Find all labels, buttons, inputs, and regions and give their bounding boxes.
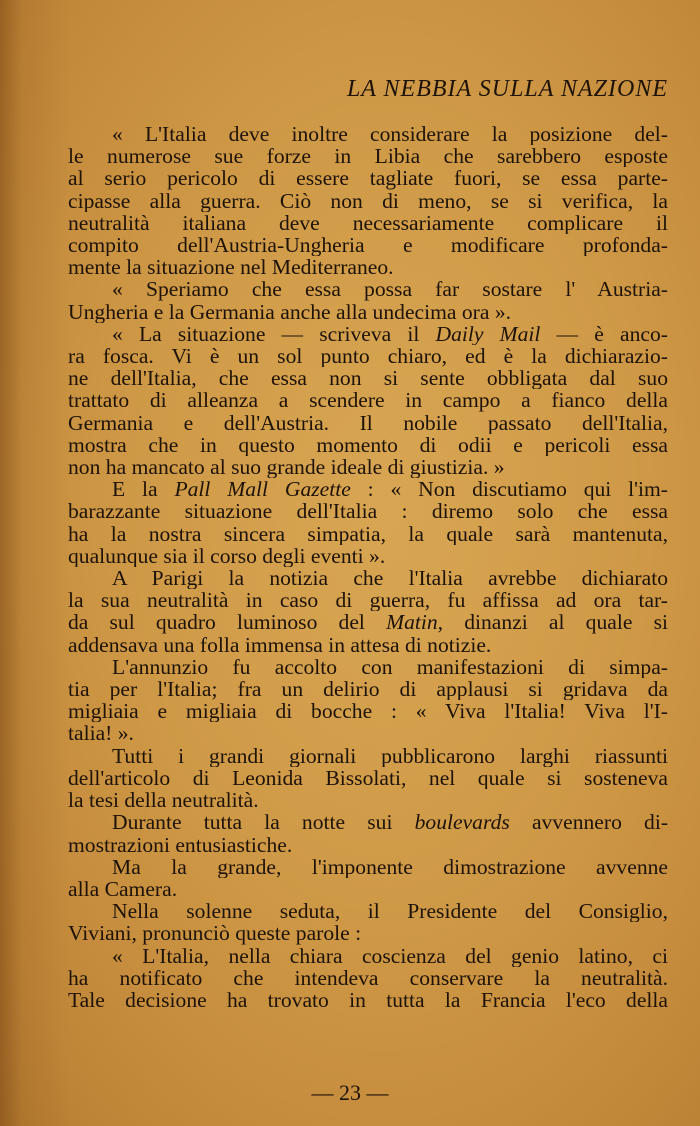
text-line: « L'Italia deve inoltre considerare la posizione del- (112, 123, 668, 146)
text-line: mostra che in questo momento di odii e pericoli essa (68, 433, 668, 457)
text-line: non ha mancato al suo grande ideale di giustizia. » (68, 456, 505, 479)
text-line: le numerose sue forze in Libia che sarebbero esposte (68, 145, 668, 168)
text-line: al serio pericolo di essere tagliate fuori, se essa parte- (68, 167, 668, 190)
text-line: A Parigi la notizia che l'Italia avrebbe dichiarato (112, 567, 668, 590)
text-line: Ma la grande, l'imponente dimostrazione avvenne (112, 855, 668, 878)
text-line: dell'articolo di Leonida Bissolati, nel quale si sosteneva (68, 766, 668, 790)
text-line (68, 811, 668, 833)
text-line: barazzante situazione dell'Italia : diremo solo che essa (68, 500, 668, 523)
text-segment: Durante tutta la notte sui (112, 811, 393, 834)
text-line: la sua neutralità in caso di guerra, fu affissa ad ora tar- (68, 589, 668, 612)
text-line: Tutti i grandi giornali pubblicarono larghi riassunti (112, 744, 668, 767)
text-line: compito dell'Austria-Ungheria e modificare profonda- (68, 234, 668, 257)
text-line: Ungheria e la Germania anche alla undecima ora ». (68, 300, 512, 323)
text-line: ha la nostra sincera simpatia, la quale sarà mantenuta, (68, 522, 668, 545)
text-line: addensava una folla immensa in attesa di notizie. (68, 633, 492, 656)
text-line: qualunque sia il corso degli eventi ». (68, 544, 386, 568)
text-line: migliaia e migliaia di bocche : « Viva l'Italia! Viva l'I- (68, 700, 668, 723)
text-line: alla Camera. (68, 877, 178, 901)
text-line: ra fosca. Vi è un sol punto chiaro, ed è la dichiarazio- (68, 345, 668, 368)
text-line: mente la situazione nel Mediterraneo. (68, 256, 394, 279)
text-line: la tesi della neutralità. (68, 789, 259, 812)
text-line: « Speriamo che essa possa far sostare l' Austria- (112, 278, 668, 301)
publication-title: Daily Mail (435, 322, 541, 346)
text-segment: da sul quadro luminoso del (68, 611, 365, 634)
text-line: L'annunzio fu accolto con manifestazioni di simpa- (112, 655, 668, 679)
text-segment: avvennero di- (531, 811, 668, 834)
text-line: tia per l'Italia; fra un delirio di applausi si gridava da (68, 678, 668, 701)
text-line: ne dell'Italia, che essa non si sente obbligata dal suo (68, 367, 668, 390)
text-segment: : « Non discutiamo qui l'im- (367, 478, 668, 501)
text-line: Tale decisione ha trovato in tutta la Francia l'eco della (68, 988, 668, 1012)
text-line: cipasse alla guerra. Ciò non di meno, se si verifica, la (68, 189, 668, 212)
text-line: Germania e dell'Austria. Il nobile passato dell'Italia, (68, 411, 668, 434)
text-line: Viviani, pronunciò queste parole : (68, 922, 362, 945)
publication-title: Pall Mall Gazette (174, 478, 351, 501)
running-title: LA NEBBIA SULLA NAZIONE (346, 76, 668, 102)
text-line: Nella solenne seduta, il Presidente del Consiglio, (112, 900, 668, 923)
text-segment: « La situazione — scriveva il (112, 322, 420, 346)
text-line: talia! ». (68, 722, 134, 745)
body-text (68, 123, 668, 1011)
publication-title: Matin, (386, 611, 444, 634)
text-segment: E la (112, 478, 158, 501)
text-line: mostrazioni entusiastiche. (68, 833, 293, 856)
text-line: ha notificato che intendeva conservare la neutralità. (68, 966, 668, 989)
text-line: « L'Italia, nella chiara coscienza del genio latino, ci (112, 944, 668, 967)
text-line: neutralità italiana deve necessariamente complicare il (68, 211, 668, 235)
text-line (68, 323, 668, 345)
text-segment: — è anco- (556, 322, 668, 346)
text-line: trattato di alleanza a scendere in campo a fianco della (68, 389, 668, 412)
text-line (68, 478, 668, 500)
page-number: — 23 — (311, 1080, 389, 1105)
text-segment: dinanzi al quale si (464, 611, 668, 634)
text-line (68, 611, 668, 633)
emphasized-term: boulevards (414, 811, 510, 834)
